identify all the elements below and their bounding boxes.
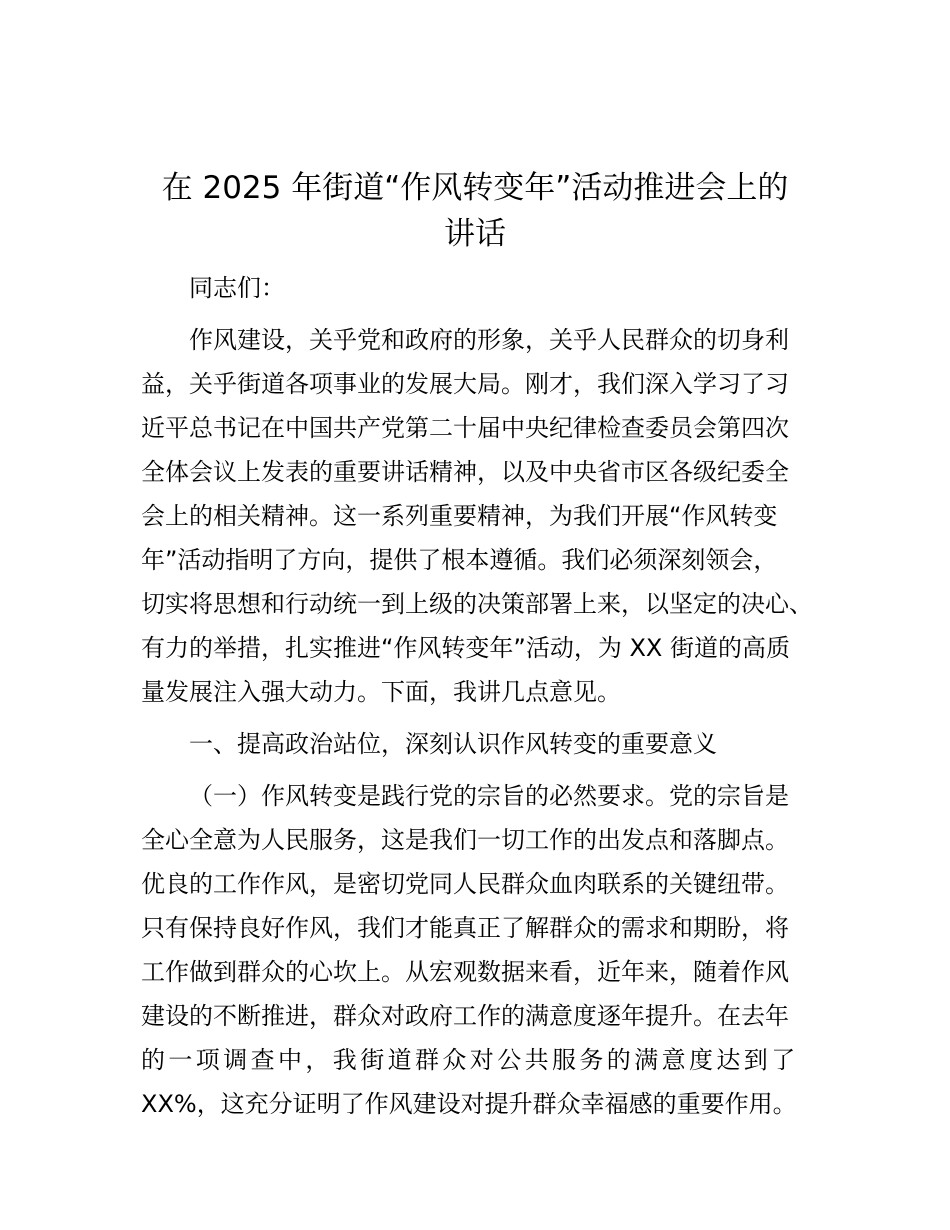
- paragraph-1-line: 有力的举措，扎实推进“作风转变年”活动，为 XX 街道的高质: [141, 634, 791, 662]
- salutation: 同志们：: [189, 274, 285, 302]
- paragraph-2-line: 只有保持良好作风，我们才能真正了解群众的需求和期盼，将: [141, 914, 789, 942]
- paragraph-2-line: 的一项调查中，我街道群众对公共服务的满意度达到了: [141, 1046, 799, 1074]
- title-line-2: 讲话: [444, 216, 506, 252]
- paragraph-2: [141, 774, 831, 1126]
- paragraph-2-line: XX%，这充分证明了作风建设对提升群众幸福感的重要作用。: [141, 1090, 797, 1118]
- paragraph-1-line: 益，关乎街道各项事业的发展大局。刚才，我们深入学习了习: [141, 370, 789, 398]
- paragraph-2-line: （一）作风转变是践行党的宗旨的必然要求。党的宗旨是: [189, 782, 789, 810]
- salutation-paragraph: [141, 266, 831, 310]
- section-heading: 一、提高政治站位，深刻认识作风转变的重要意义: [189, 730, 717, 758]
- paragraph-1-line: 年”活动指明了方向，提供了根本遵循。我们必须深刻领会，: [141, 546, 778, 574]
- paragraph-1-line: 会上的相关精神。这一系列重要精神，为我们开展“作风转变: [141, 502, 778, 530]
- paragraph-2-line: 全心全意为人民服务，这是我们一切工作的出发点和落脚点。: [141, 826, 789, 854]
- document-body: [141, 266, 831, 1126]
- paragraph-1-line: 近平总书记在中国共产党第二十届中央纪律检查委员会第四次: [141, 414, 789, 442]
- paragraph-1-line: 作风建设，关乎党和政府的形象，关乎人民群众的切身利: [189, 326, 789, 354]
- paragraph-2-line: 建设的不断推进，群众对政府工作的满意度逐年提升。在去年: [141, 1002, 789, 1030]
- document-title: [130, 165, 820, 257]
- paragraph-1-line: 切实将思想和行动统一到上级的决策部署上来，以坚定的决心、: [141, 590, 813, 618]
- section-heading-1: [141, 722, 831, 766]
- paragraph-1-line: 全体会议上发表的重要讲话精神，以及中央省市区各级纪委全: [141, 458, 789, 486]
- paragraph-1-line: 量发展注入强大动力。下面，我讲几点意见。: [141, 678, 621, 706]
- title-line-1: 在 2025 年街道“作风转变年”活动推进会上的: [161, 170, 789, 206]
- paragraph-2-line: 工作做到群众的心坎上。从宏观数据来看，近年来，随着作风: [141, 958, 789, 986]
- paragraph-2-line: 优良的工作作风，是密切党同人民群众血肉联系的关键纽带。: [141, 870, 789, 898]
- paragraph-1: [141, 318, 831, 714]
